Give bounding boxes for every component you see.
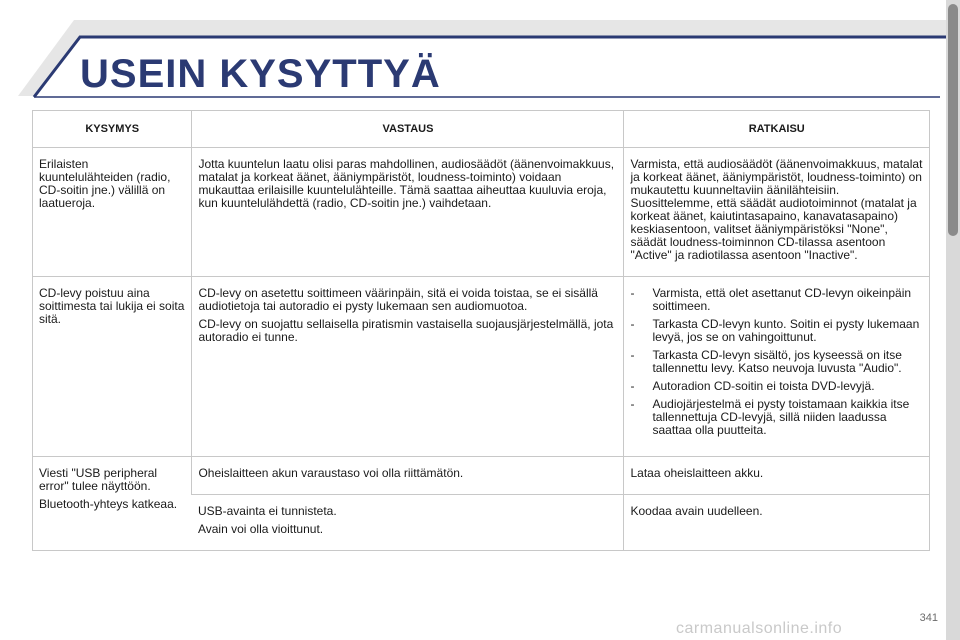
answer-cell	[192, 277, 624, 457]
solution-list	[630, 287, 923, 437]
column-header-question: KYSYMYS	[33, 111, 192, 148]
column-header-solution: RATKAISU	[624, 111, 930, 148]
question-cell	[33, 457, 192, 551]
scrollbar-thumb[interactable]	[948, 4, 958, 236]
solution-text: Varmista, että audiosäädöt (äänenvoimakkuus, matalat ja korkeat äänet, ääniympäristöt, loudness-toiminto) on mukautettu kuunneltaviin äänilähteisiin. Suosittelemme, että säädät audiotoiminnot (matalat ja korkeat äänet, kaiutintasapaino, kanavatasapaino) keskiasentoon, valitset ääniympäristöksi "None", säädät loudness-toiminnon CD-tilassa asentoon "Active" ja radiotilassa asentoon "Inactive".	[630, 157, 923, 262]
list-item: - Tarkasta CD-levyn kunto. Soitin ei pysty lukemaan levyä, jos se on vahingoittunut.	[630, 318, 923, 344]
list-item: - Autoradion CD-soitin ei toista DVD-levyjä.	[630, 380, 923, 393]
solution-text: Lataa oheislaitteen akku.	[630, 466, 764, 480]
answer-cell	[192, 495, 624, 551]
table-header-row	[33, 111, 930, 148]
page-number: 341	[919, 612, 938, 624]
answer-text: Jotta kuuntelun laatu olisi paras mahdollinen, audiosäädöt (äänenvoimakkuus, matalat ja korkeat äänet, ääniympäristöt, loudness-toiminto) voidaan mukauttaa erilaisille kuuntelulähteille. Tämä saattaa aiheuttaa kuuluvia eroja, kun kuuntelulähdettä (radio, CD-soitin jne.) vaihdetaan.	[198, 157, 615, 210]
answer-cell	[192, 148, 624, 277]
answer-text: CD-levy on asetettu soittimeen väärinpäin, sitä ei voida toistaa, se ei sisällä audiotietoja tai autoradio ei pysty lukemaan sen audiomuotoa.	[198, 286, 598, 313]
question-text: CD-levy poistuu aina soittimesta tai lukija ei soita sitä.	[39, 286, 185, 326]
list-item: - Audiojärjestelmä ei pysty toistamaan kaikkia itse tallennettuja CD-levyjä, sillä niiden laadussa saattaa olla puutteita.	[630, 398, 923, 437]
answer-cell	[192, 457, 624, 495]
solution-cell	[624, 495, 930, 551]
solution-cell	[624, 148, 930, 277]
list-item: - Tarkasta CD-levyn sisältö, jos kyseessä on itse tallennettu levy. Katso neuvoja luvusta "Audio".	[630, 349, 923, 375]
solution-cell	[624, 457, 930, 495]
list-item: - Varmista, että olet asettanut CD-levyn oikeinpäin soittimeen.	[630, 287, 923, 313]
column-header-answer: VASTAUS	[192, 111, 624, 148]
faq-table	[32, 110, 930, 551]
scrollbar-track[interactable]	[946, 0, 960, 640]
table-row	[33, 277, 930, 457]
question-text: Viesti "USB peripheral error" tulee näyttöön.	[39, 466, 158, 493]
answer-text: Oheislaitteen akun varaustaso voi olla riittämätön.	[198, 466, 464, 480]
question-text: Bluetooth-yhteys katkeaa.	[39, 497, 178, 511]
solution-text: Koodaa avain uudelleen.	[630, 504, 763, 518]
solution-cell	[624, 277, 930, 457]
table-row	[33, 457, 930, 495]
table-row	[33, 148, 930, 277]
answer-text: USB-avainta ei tunnisteta.	[197, 504, 337, 518]
question-cell	[33, 148, 192, 277]
question-cell	[33, 277, 192, 457]
watermark-text: carmanualsonline.info	[676, 620, 843, 637]
answer-text: CD-levy on suojattu sellaisella piratismin vastaisella suojausjärjestelmällä, jota autoradio ei tunne.	[198, 317, 614, 344]
page-title: USEIN KYSYTTYÄ	[80, 52, 441, 96]
question-text: Erilaisten kuuntelulähteiden (radio, CD-soitin jne.) välillä on laatueroja.	[39, 157, 171, 210]
answer-text: Avain voi olla vioittunut.	[197, 522, 324, 536]
